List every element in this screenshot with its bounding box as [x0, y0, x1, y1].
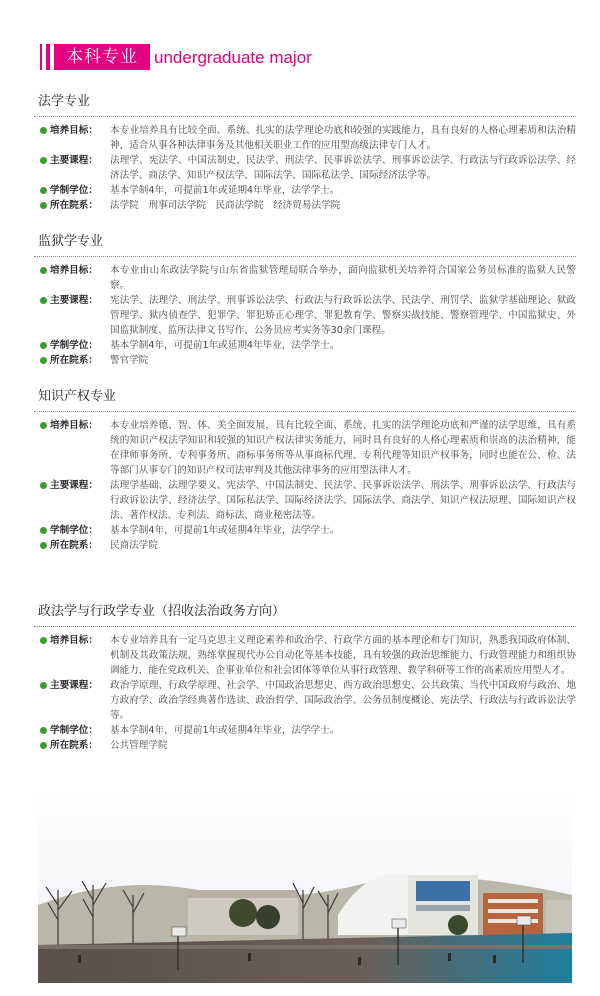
- row-value: 本专业由山东政法学院与山东省监狱管理局联合举办，面向监狱机关培养符合国家公务员标准的监狱人民警察。: [110, 265, 576, 291]
- page-title: 本科专业: [54, 44, 150, 70]
- major-section-prison: [34, 233, 576, 368]
- bullet-icon: [40, 727, 47, 734]
- row-label: 培养目标：: [50, 420, 98, 431]
- row-label: 主要课程：: [50, 155, 98, 166]
- row-value: 警官学院: [110, 355, 149, 366]
- row-value: 政治学原理、行政学原理、社会学、中国政治思想史、西方政治思想史、公共政策、当代中国政府与政治、地方政府学、政治学经典著作选读、政治哲学、国际政治学、公务员制度概论、宪法学、行政法与行政诉讼法学等。: [110, 680, 576, 721]
- section-title: 法学专业: [34, 93, 576, 117]
- bullet-icon: [40, 742, 47, 749]
- info-row: [34, 263, 576, 293]
- row-value: 公共管理学院: [110, 740, 168, 751]
- major-section-law: [34, 93, 576, 213]
- row-value: 法学院 刑事司法学院 民商法学院 经济贸易法学院: [110, 200, 341, 211]
- bullet-icon: [40, 157, 47, 164]
- info-row: [34, 183, 576, 198]
- row-label: 主要课程：: [50, 295, 98, 306]
- row-value: 本专业培养具有比较全面、系统、扎实的法学理论功底和较强的实践能力，具有良好的人格心理素质和法治精神，适合从事各种法律事务及其他相关职业工作的应用型高级法律专门人才。: [110, 125, 576, 151]
- bullet-icon: [40, 297, 47, 304]
- bullet-icon: [40, 267, 47, 274]
- info-row: [34, 678, 576, 723]
- info-row: [34, 293, 576, 338]
- bullet-icon: [40, 357, 47, 364]
- row-value: 宪法学、法理学、刑法学、刑事诉讼法学、行政法与行政诉讼法学、民法学、刑罚学、监狱学基础理论、狱政管理学、狱内侦查学、犯罪学、罪犯矫正心理学、罪犯教育学、警察实战技能、警察管理学、中国监狱史、外国监狱制度、监所法律文书写作、公务员应考实务等30余门课程。: [110, 295, 576, 336]
- row-label: 所在院系：: [50, 200, 98, 211]
- bullet-icon: [40, 527, 47, 534]
- info-row: [34, 418, 576, 478]
- header-accent-bar: [40, 44, 42, 70]
- bullet-icon: [40, 682, 47, 689]
- bullet-icon: [40, 187, 47, 194]
- bullet-icon: [40, 202, 47, 209]
- info-row: [34, 738, 576, 753]
- row-value: 民商法学院: [110, 540, 158, 551]
- info-row: [34, 198, 576, 213]
- row-label: 所在院系：: [50, 355, 98, 366]
- row-label: 学制学位：: [50, 340, 98, 351]
- info-row: [34, 478, 576, 523]
- info-row: [34, 538, 576, 553]
- info-row: [34, 123, 576, 153]
- row-value: 基本学制4年，可提前1年或延期4年毕业，法学学士。: [110, 340, 340, 351]
- row-value: 基本学制4年，可提前1年或延期4年毕业，法学学士。: [110, 725, 340, 736]
- info-row: [34, 633, 576, 678]
- major-section-politics: [34, 603, 576, 753]
- row-value: 本专业培养具有一定马克思主义理论素养和政治学、行政学方面的基本理论和专门知识，熟悉我国政府体制、机制及其政策法规，熟练掌握现代办公自动化等基本技能，具有较强的政治思维能力、行政管理能力和组织协调能力，能在党政机关、企事业单位和社会团体等单位从事行政管理、教学科研等工作的高素质应用型人才。: [110, 635, 576, 676]
- row-value: 基本学制4年，可提前1年或延期4年毕业，法学学士。: [110, 525, 340, 536]
- section-title: 监狱学专业: [34, 233, 576, 257]
- bullet-icon: [40, 422, 47, 429]
- bullet-icon: [40, 127, 47, 134]
- bullet-icon: [40, 342, 47, 349]
- bullet-icon: [40, 482, 47, 489]
- info-row: [34, 338, 576, 353]
- row-label: 所在院系：: [50, 540, 98, 551]
- row-value: 法理学基础、法理学要义、宪法学、中国法制史、民法学、民事诉讼法学、刑法学、刑事诉讼法学、行政法与行政诉讼法学、经济法学、国际私法学、国际经济法学、国际法学、商法学、知识产权法原理、国际知识产权法、著作权法、专利法、商标法、商业秘密法等。: [110, 480, 576, 521]
- info-row: [34, 353, 576, 368]
- row-value: 基本学制4年，可提前1年或延期4年毕业，法学学士。: [110, 185, 340, 196]
- row-value: 本专业培养德、智、体、美全面发展，具有比较全面、系统、扎实的法学理论功底和严谨的法学思维，具有系统的知识产权法学知识和较强的知识产权法律实务能力，同时具有良好的人格心理素质和崇高的法治精神，能在律师事务所、专利事务所、商标事务所等从事商标代理、专利代理等知识产权事务，同时也能在公、检、法等部门从事专门的知识产权司法审判及其他法律事务的应用型法律人才。: [110, 420, 576, 476]
- row-label: 培养目标：: [50, 265, 98, 276]
- row-label: 主要课程：: [50, 680, 98, 691]
- section-title: 政法学与行政学专业（招收法治政务方向）: [34, 603, 576, 627]
- row-label: 培养目标：: [50, 635, 98, 646]
- info-row: [34, 523, 576, 538]
- page-subtitle: undergraduate major: [154, 48, 312, 67]
- row-label: 学制学位：: [50, 185, 98, 196]
- row-label: 所在院系：: [50, 740, 98, 751]
- info-row: [34, 723, 576, 738]
- header-accent-bar: [46, 44, 50, 70]
- section-title: 知识产权专业: [34, 388, 576, 412]
- campus-photo-illustration: [38, 795, 572, 983]
- info-row: [34, 153, 576, 183]
- row-label: 主要课程：: [50, 480, 98, 491]
- row-value: 法理学、宪法学、中国法制史、民法学、刑法学、民事诉讼法学、刑事诉讼法学、行政法与行政诉讼法学、经济法学、商法学、知识产权法学、国际法学、国际私法学、国际经济法学等。: [110, 155, 576, 181]
- row-label: 学制学位：: [50, 525, 98, 536]
- row-label: 学制学位：: [50, 725, 98, 736]
- bullet-icon: [40, 637, 47, 644]
- major-section-ip: [34, 388, 576, 553]
- campus-photo: [38, 795, 572, 983]
- row-label: 培养目标：: [50, 125, 98, 136]
- bullet-icon: [40, 542, 47, 549]
